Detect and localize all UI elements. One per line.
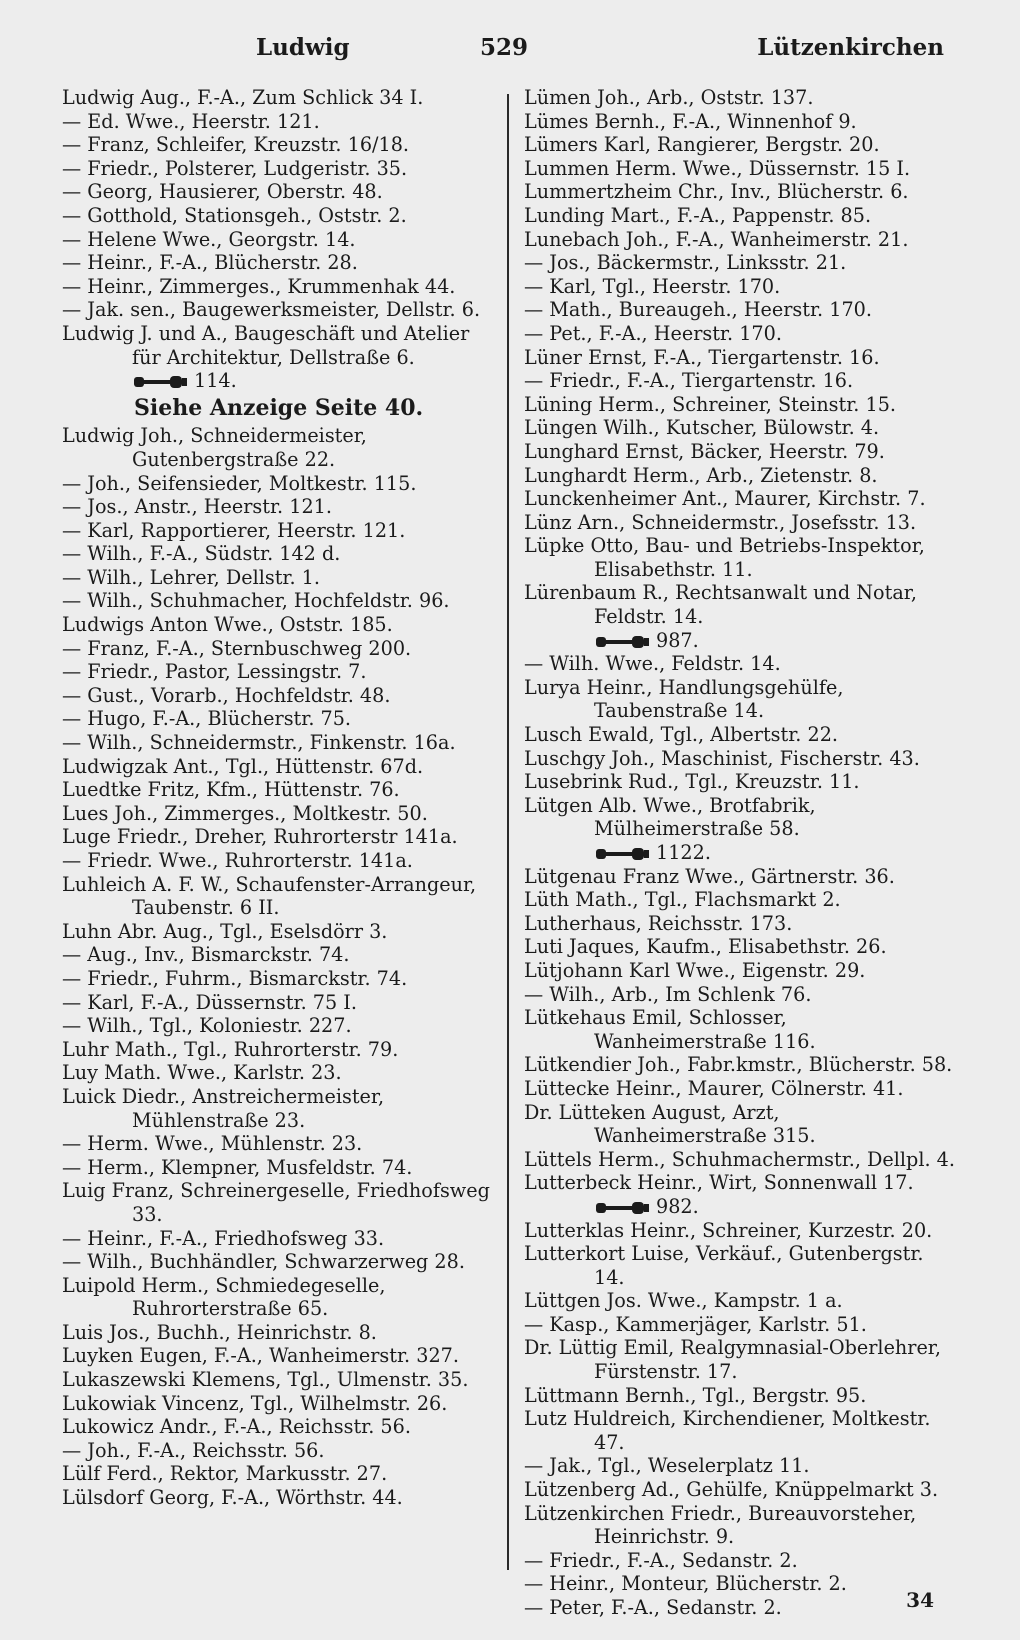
telephone-icon <box>594 847 650 861</box>
directory-subentry: — Jak., Tgl., Weselerplatz 11. <box>524 1454 810 1478</box>
directory-entry: Dr. Lütteken August, Arzt, Wanheimerstraße 315. <box>524 1100 816 1148</box>
page-number: 529 <box>479 34 528 61</box>
directory-entry: Lummertzheim Chr., Inv., Blücherstr. 6. <box>524 180 909 204</box>
directory-entry: Lütkehaus Emil, Schlosser, Wanheimerstraße 116. <box>524 1006 816 1053</box>
directory-subentry: — Wilh., Schneidermstr., Finkenstr. 16a. <box>62 731 456 755</box>
directory-entry: Lutherhaus, Reichsstr. 173. <box>524 911 793 935</box>
directory-entry: Ludwig J. und A., Baugeschäft und Atelier für Architektur, Dellstraße 6. <box>62 321 470 369</box>
directory-subentry: — Heinr., Zimmerges., Krummenhak 44. <box>62 274 456 298</box>
directory-entry: Luedtke Fritz, Kfm., Hüttenstr. 76. <box>62 778 400 802</box>
directory-entry: Luge Friedr., Dreher, Ruhrorterstr 141a. <box>62 825 458 849</box>
directory-entry: Lütjohann Karl Wwe., Eigenstr. 29. <box>524 958 866 982</box>
directory-subentry: — Joh., Seifensieder, Moltkestr. 115. <box>62 471 417 495</box>
directory-entry: Lürenbaum R., Rechtsanwalt und Notar, Feldstr. 14. <box>524 581 917 629</box>
directory-entry: Luipold Herm., Schmiedegeselle, Ruhrorterstraße 65. <box>62 1273 386 1321</box>
directory-entry: Lüpke Otto, Bau- und Betriebs-Inspektor, Elisabethstr. 11. <box>524 534 925 581</box>
directory-entry: Luschgy Joh., Maschinist, Fischerstr. 43. <box>524 746 920 770</box>
directory-subentry: — Aug., Inv., Bismarckstr. 74. <box>62 943 350 967</box>
directory-entry: Lüth Math., Tgl., Flachsmarkt 2. <box>524 888 841 912</box>
directory-subentry: — Jak. sen., Baugewerksmeister, Dellstr. 6. <box>62 298 481 322</box>
directory-subentry: — Jos., Bäckermstr., Linksstr. 21. <box>524 251 847 275</box>
directory-entry: Lütgen Alb. Wwe., Brotfabrik, Mülheimerstraße 58. <box>524 793 816 841</box>
directory-entry: Luhleich A. F. W., Schaufenster-Arrangeur, Taubenstr. 6 II. <box>62 872 477 920</box>
directory-entry: Lummen Herm. Wwe., Düssernstr. 15 I. <box>524 156 911 180</box>
directory-entry: Lümen Joh., Arb., Oststr. 137. <box>524 86 814 109</box>
page-signature: 34 <box>906 1588 934 1612</box>
directory-entry: Luhn Abr. Aug., Tgl., Eselsdörr 3. <box>62 919 388 943</box>
running-head-left: Ludwig <box>256 34 350 61</box>
directory-entry: Ludwigs Anton Wwe., Oststr. 185. <box>62 613 393 637</box>
directory-subentry: — Franz, F.-A., Sternbuschweg 200. <box>62 636 412 660</box>
directory-subentry: — Wilh., Buchhändler, Schwarzerweg 28. <box>62 1250 465 1274</box>
directory-entry: Luyken Eugen, F.-A., Wanheimerstr. 327. <box>62 1344 459 1368</box>
directory-entry: Lüner Ernst, F.-A., Tiergartenstr. 16. <box>524 345 880 369</box>
directory-subentry: — Ed. Wwe., Heerstr. 121. <box>62 109 320 133</box>
directory-subentry: — Pet., F.-A., Heerstr. 170. <box>524 321 782 345</box>
directory-subentry: — Wilh., F.-A., Südstr. 142 d. <box>62 542 341 566</box>
telephone-icon <box>594 635 650 649</box>
directory-entry: Lützenkirchen Friedr., Bureauvorsteher, Heinrichstr. 9. <box>524 1501 917 1549</box>
directory-subentry: — Wilh., Arb., Im Schlenk 76. <box>524 982 812 1006</box>
directory-entry: Lunghardt Herm., Arb., Zietenstr. 8. <box>524 463 878 487</box>
directory-entry: Lutterklas Heinr., Schreiner, Kurzestr. 20. <box>524 1218 933 1242</box>
directory-entry: Lüttecke Heinr., Maurer, Cölnerstr. 41. <box>524 1076 904 1100</box>
directory-entry: Lukaszewski Klemens, Tgl., Ulmenstr. 35. <box>62 1368 469 1392</box>
directory-entry: Lutz Huldreich, Kirchendiener, Moltkestr. 47. <box>524 1407 931 1454</box>
directory-entry: Lünz Arn., Schneidermstr., Josefsstr. 13. <box>524 510 917 534</box>
directory-entry: Lütgenau Franz Wwe., Gärtnerstr. 36. <box>524 864 895 888</box>
directory-entry: Lusebrink Rud., Tgl., Kreuzstr. 11. <box>524 770 860 794</box>
column-divider <box>507 94 509 1570</box>
directory-subentry: — Herm., Klempner, Musfeldstr. 74. <box>62 1155 413 1179</box>
directory-subentry: — Jos., Anstr., Heerstr. 121. <box>62 495 332 519</box>
page-header <box>64 34 944 70</box>
directory-subentry: — Karl, F.-A., Düssernstr. 75 I. <box>62 990 357 1014</box>
directory-entry: Lüttgen Jos. Wwe., Kampstr. 1 a. <box>524 1289 843 1313</box>
directory-subentry: — Friedr., Pastor, Lessingstr. 7. <box>62 660 367 684</box>
directory-subentry: — Math., Bureaugeh., Heerstr. 170. <box>524 298 872 322</box>
directory-entry: Luti Jaques, Kaufm., Elisabethstr. 26. <box>524 935 887 959</box>
directory-entry: Lukowiak Vincenz, Tgl., Wilhelmstr. 26. <box>62 1391 448 1415</box>
directory-entry: Lukowicz Andr., F.-A., Reichsstr. 56. <box>62 1415 411 1439</box>
directory-subentry: — Gust., Vorarb., Hochfeldstr. 48. <box>62 683 391 707</box>
directory-subentry: — Peter, F.-A., Sedanstr. 2. <box>524 1596 782 1619</box>
telephone-number: 987. <box>656 628 699 652</box>
directory-entry: Lütkendier Joh., Fabr.kmstr., Blücherstr. 58. <box>524 1053 953 1077</box>
running-head-right: Lützenkirchen <box>757 34 944 61</box>
directory-entry: Lüning Herm., Schreiner, Steinstr. 15. <box>524 392 897 416</box>
directory-entry: Dr. Lüttig Emil, Realgymnasial-Oberlehrer, Fürstenstr. 17. <box>524 1336 941 1384</box>
directory-subentry: — Kasp., Kammerjäger, Karlstr. 51. <box>524 1312 867 1336</box>
telephone-entry <box>524 1195 956 1219</box>
advertisement-reference: Siehe Anzeige Seite 40. <box>134 394 424 421</box>
telephone-entry <box>62 369 494 393</box>
directory-subentry: — Friedr., F.-A., Tiergartenstr. 16. <box>524 369 854 393</box>
telephone-number: 982. <box>656 1194 699 1218</box>
directory-subentry: — Heinr., F.-A., Friedhofsweg 33. <box>62 1226 385 1250</box>
directory-entry: Lümers Karl, Rangierer, Bergstr. 20. <box>524 133 880 157</box>
directory-entry: Lüttmann Bernh., Tgl., Bergstr. 95. <box>524 1383 867 1407</box>
directory-subentry: — Friedr., Polsterer, Ludgeristr. 35. <box>62 156 408 180</box>
directory-entry: Lüngen Wilh., Kutscher, Bülowstr. 4. <box>524 416 880 440</box>
directory-subentry: — Wilh., Lehrer, Dellstr. 1. <box>62 565 320 589</box>
directory-subentry: — Wilh., Schuhmacher, Hochfeldstr. 96. <box>62 589 450 613</box>
directory-subentry: — Joh., F.-A., Reichsstr. 56. <box>62 1438 325 1462</box>
directory-entry: Lümes Bernh., F.-A., Winnenhof 9. <box>524 109 857 133</box>
telephone-icon <box>594 1201 650 1215</box>
directory-entry: Ludwig Aug., F.-A., Zum Schlick 34 I. <box>62 86 424 109</box>
directory-subentry: — Gotthold, Stationsgeh., Oststr. 2. <box>62 203 407 227</box>
directory-entry: Lunckenheimer Ant., Maurer, Kirchstr. 7. <box>524 487 926 511</box>
directory-entry: Luick Diedr., Anstreichermeister, Mühlenstraße 23. <box>62 1084 385 1132</box>
directory-subentry: — Karl, Tgl., Heerstr. 170. <box>524 274 781 298</box>
directory-subentry: — Wilh. Wwe., Feldstr. 14. <box>524 652 781 676</box>
directory-entry: Luhr Math., Tgl., Ruhrorterstr. 79. <box>62 1037 399 1061</box>
directory-subentry: — Friedr. Wwe., Ruhrorterstr. 141a. <box>62 849 413 872</box>
directory-subentry: — Wilh., Tgl., Koloniestr. 227. <box>62 1014 352 1038</box>
directory-entry: Luis Jos., Buchh., Heinrichstr. 8. <box>62 1320 377 1344</box>
telephone-icon <box>132 375 188 389</box>
telephone-entry <box>524 841 956 865</box>
directory-subentry: — Heinr., Monteur, Blücherstr. 2. <box>524 1572 847 1596</box>
directory-subentry: — Georg, Hausierer, Oberstr. 48. <box>62 180 383 204</box>
left-column <box>62 86 494 1510</box>
directory-entry: Lunebach Joh., F.-A., Wanheimerstr. 21. <box>524 227 909 251</box>
directory-subentry: — Helene Wwe., Georgstr. 14. <box>62 227 356 251</box>
directory-subentry: — Franz, Schleifer, Kreuzstr. 16/18. <box>62 133 410 157</box>
directory-subentry: — Friedr., F.-A., Sedanstr. 2. <box>524 1548 798 1572</box>
directory-entry: Luig Franz, Schreinergeselle, Friedhofsweg 33. <box>62 1179 490 1226</box>
directory-entry: Lurya Heinr., Handlungsgehülfe, Taubenstraße 14. <box>524 675 844 723</box>
directory-subentry: — Hugo, F.-A., Blücherstr. 75. <box>62 707 352 731</box>
directory-entry: Lusch Ewald, Tgl., Albertstr. 22. <box>524 723 838 747</box>
directory-entry: Lues Joh., Zimmerges., Moltkestr. 50. <box>62 801 428 825</box>
directory-entry: Luy Math. Wwe., Karlstr. 23. <box>62 1061 342 1085</box>
directory-subentry: — Herm. Wwe., Mühlenstr. 23. <box>62 1132 363 1156</box>
right-column <box>524 86 956 1620</box>
directory-entry: Lunding Mart., F.-A., Pappenstr. 85. <box>524 203 872 227</box>
directory-entry: Lunghard Ernst, Bäcker, Heerstr. 79. <box>524 439 885 463</box>
directory-subentry: — Karl, Rapportierer, Heerstr. 121. <box>62 518 406 542</box>
telephone-number: 1122. <box>656 841 711 864</box>
directory-subentry: — Friedr., Fuhrm., Bismarckstr. 74. <box>62 966 408 990</box>
directory-entry: Ludwigzak Ant., Tgl., Hüttenstr. 67d. <box>62 754 424 778</box>
directory-subentry: — Heinr., F.-A., Blücherstr. 28. <box>62 251 358 275</box>
telephone-entry <box>524 629 956 653</box>
directory-entry: Ludwig Joh., Schneidermeister, Gutenbergstraße 22. <box>62 424 367 471</box>
directory-entry: Lülf Ferd., Rektor, Markusstr. 27. <box>62 1462 388 1486</box>
directory-entry: Lülsdorf Georg, F.-A., Wörthstr. 44. <box>62 1486 403 1510</box>
directory-entry: Lutterbeck Heinr., Wirt, Sonnenwall 17. <box>524 1171 914 1195</box>
directory-entry: Lützenberg Ad., Gehülfe, Knüppelmarkt 3. <box>524 1478 939 1502</box>
directory-entry: Lüttels Herm., Schuhmachermstr., Dellpl. 4. <box>524 1147 955 1171</box>
directory-entry: Lutterkort Luise, Verkäuf., Gutenbergstr. 14. <box>524 1242 924 1289</box>
telephone-number: 114. <box>194 369 237 393</box>
